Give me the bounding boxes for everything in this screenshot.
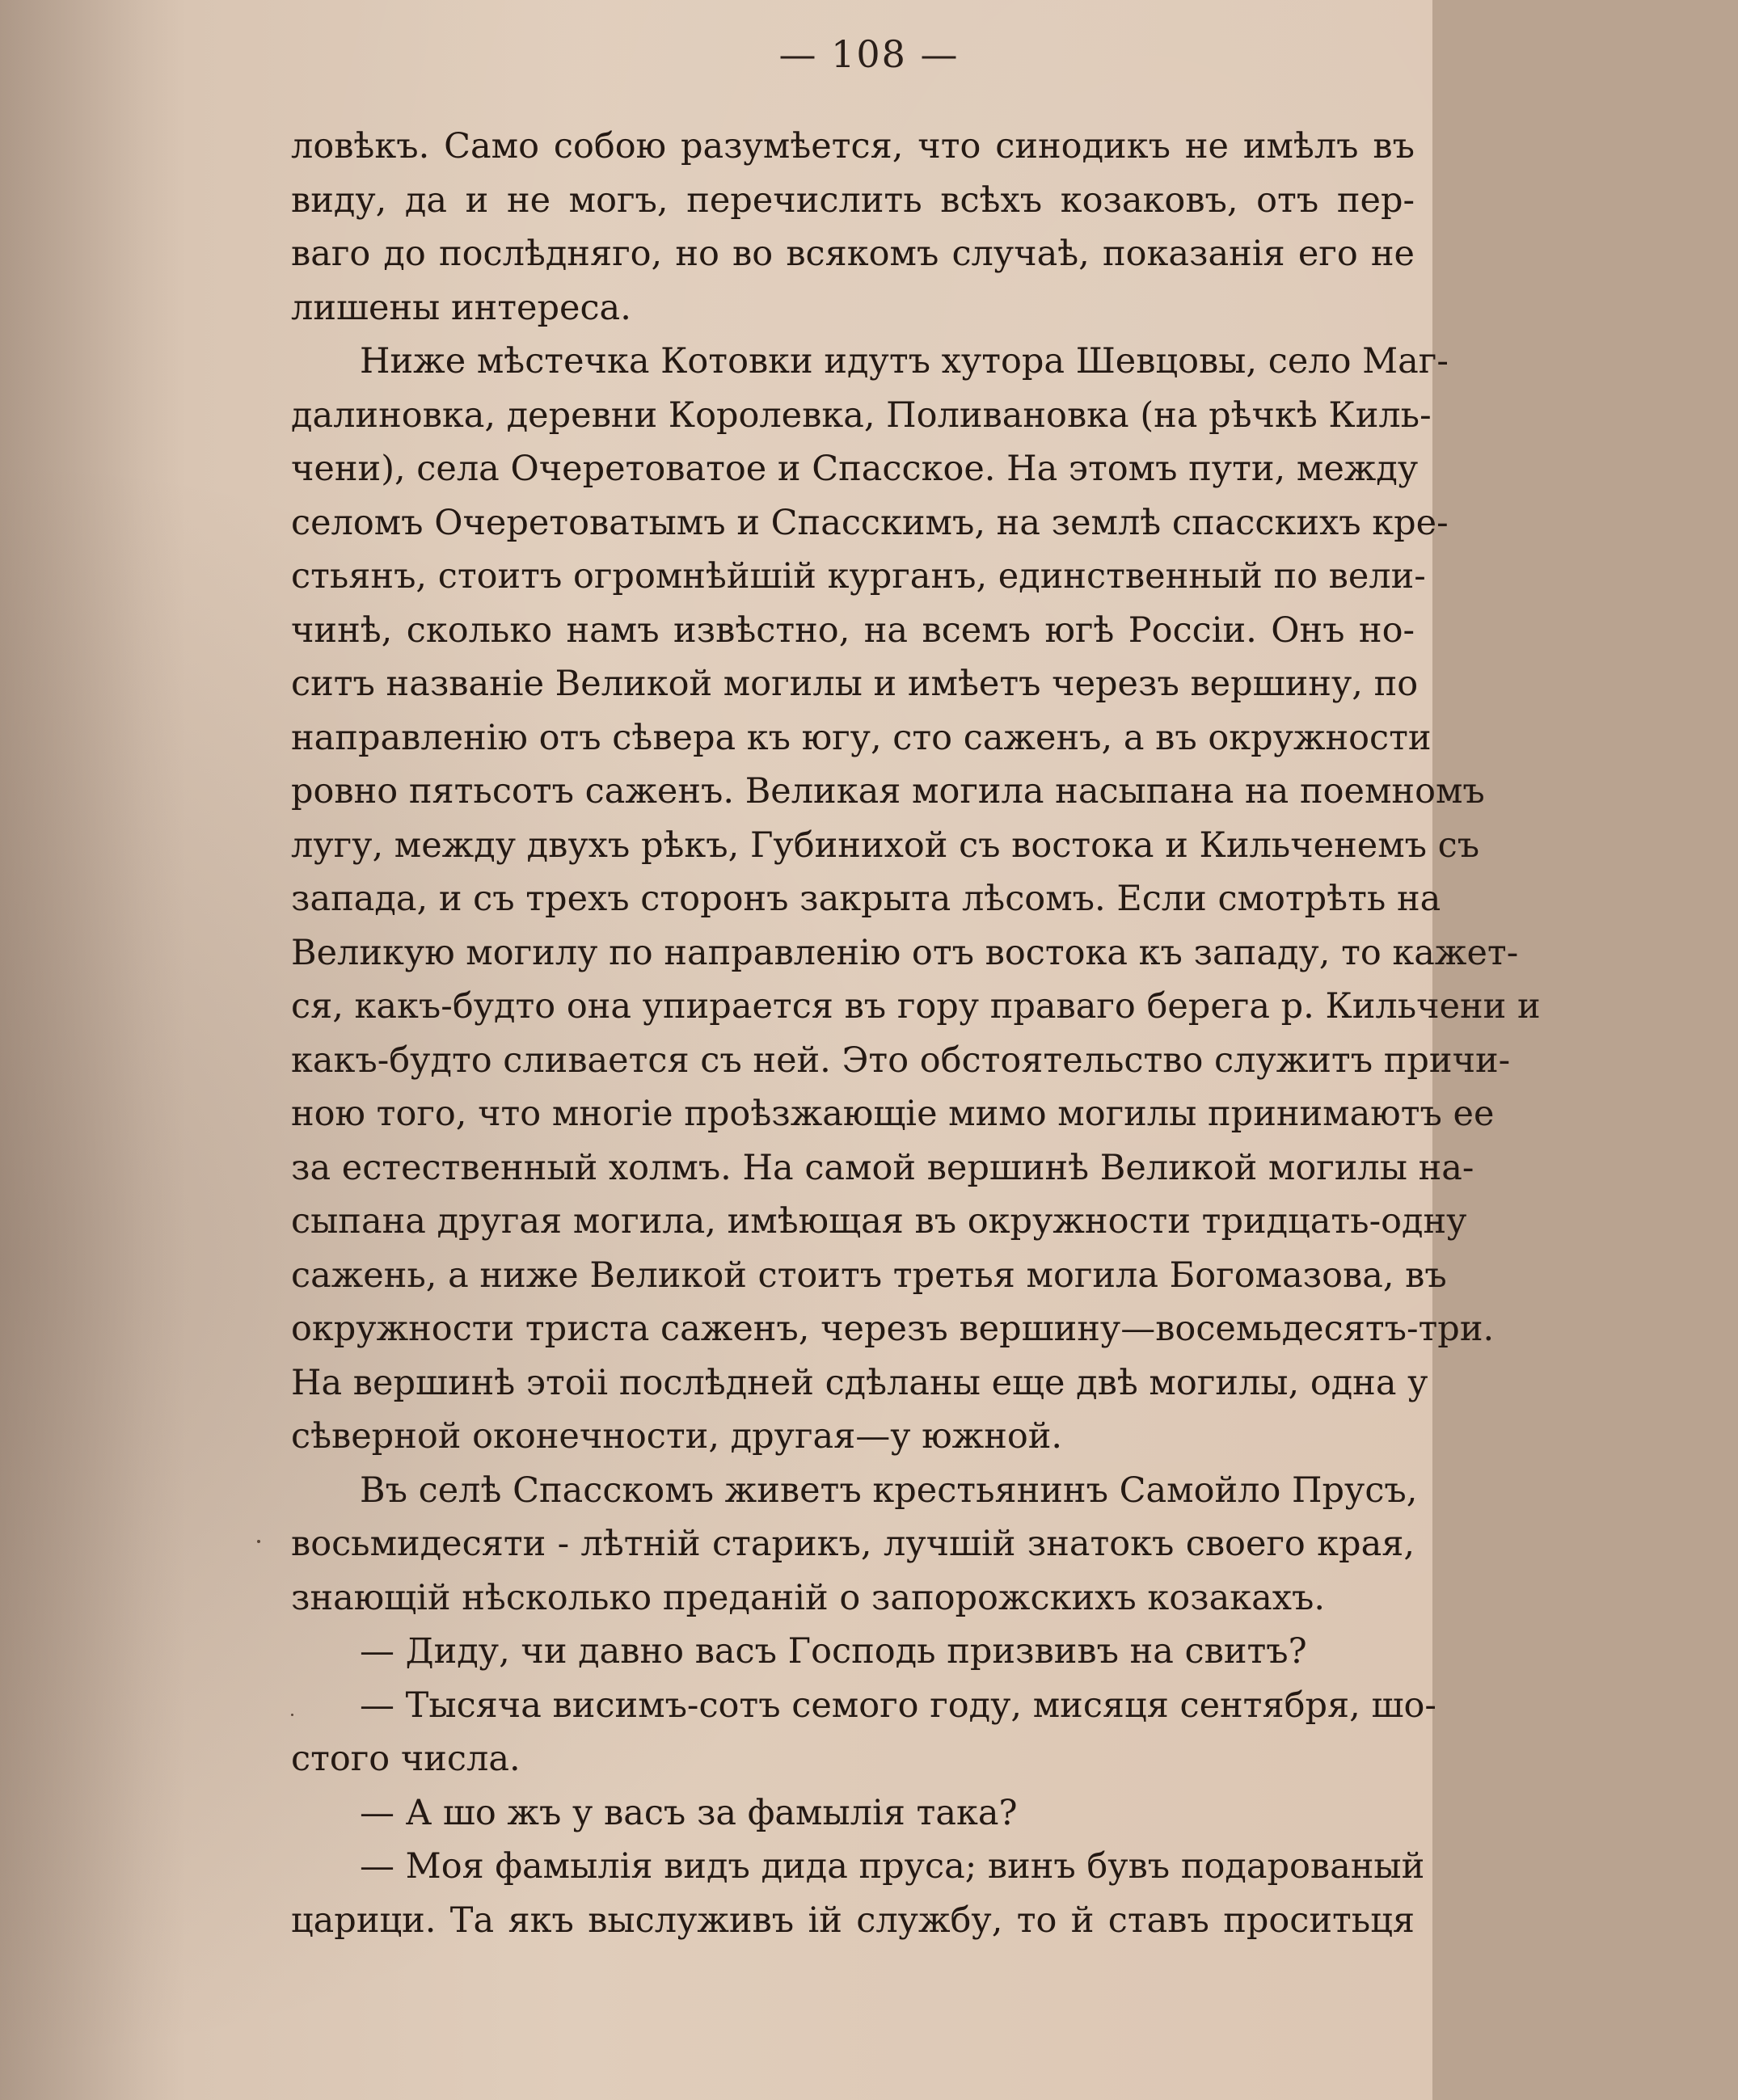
text-line: знающій нѣсколько преданій о запорожскихъ козакахъ. [291,1577,1326,1618]
text-line: ся, какъ-будто она упирается въ гору праваго берега р. Кильчени и [291,986,1541,1027]
text-line: — Диду, чи давно васъ Господь призвивъ на свитъ? [360,1631,1307,1672]
text-line: чени), села Очеретоватое и Спасское. На этомъ пути, между [291,449,1419,489]
text-line: Ниже мѣстечка Котовки идутъ хутора Шевцовы, село Маг- [360,341,1449,382]
text-line: Великую могилу по направленію отъ востока къ западу, то кажет- [291,932,1519,973]
text-line: окружности триста саженъ, черезъ вершину—восемьдесятъ-три. [291,1309,1495,1349]
text-line: сѣверной оконечности, другая—у южной. [291,1416,1063,1457]
text-line: — Моя фамылія видъ дида пруса; винъ бувъ подарованый [360,1846,1425,1887]
ink-speck [257,1540,260,1543]
text-line: царици. Та якъ выслуживъ ій службу, то й ставъ проситьця [291,1900,1415,1941]
text-line: селомъ Очеретоватымъ и Спасскимъ, на землѣ спасскихъ кре- [291,502,1449,543]
text-line: какъ-будто сливается съ ней. Это обстоятельство служитъ причи- [291,1039,1511,1081]
text-line: ною того, что многіе проѣзжающіе мимо могилы принимаютъ ее [291,1094,1495,1134]
text-line: стого числа. [291,1739,521,1779]
body-text [291,120,1541,1947]
text-line: лугу, между двухъ рѣкъ, Губинихой съ востока и Кильченемъ съ [291,824,1480,866]
text-line: ситъ названіе Великой могилы и имѣетъ черезъ вершину, по [291,664,1419,704]
page-number: — 108 — [778,32,960,76]
text-line: восьмидесяти - лѣтній старикъ, лучшій знатокъ своего края, [291,1524,1415,1564]
text-line: Въ селѣ Спасскомъ живетъ крестьянинъ Самойло Прусъ, [360,1470,1418,1511]
text-line: На вершинѣ этоіі послѣдней сдѣланы еще двѣ могилы, одна у [291,1362,1428,1403]
text-line: — А шо жъ у васъ за фамылія така? [360,1792,1018,1833]
text-line: — Тысяча висимъ-сотъ семого году, мисяця сентября, шо- [360,1685,1436,1726]
text-line: далиновка, деревни Королевка, Поливановка (на рѣчкѣ Киль- [291,394,1432,436]
text-line: лишены интереса. [291,287,631,328]
text-line: ровно пятьсотъ саженъ. Великая могила насыпана на поемномъ [291,771,1485,812]
text-line: направленію отъ сѣвера къ югу, сто саженъ, а въ окружности [291,717,1432,758]
text-line: виду, да и не могъ, перечислить всѣхъ козаковъ, отъ пер- [291,179,1415,221]
text-line: запада, и съ трехъ сторонъ закрыта лѣсомъ. Если смотрѣть на [291,879,1441,919]
page-gutter-shadow [0,0,186,2100]
text-line: сыпана другая могила, имѣющая въ окружности тридцать-одну [291,1201,1467,1242]
ink-speck [291,1714,293,1716]
text-line: стьянъ, стоитъ огромнѣйшій курганъ, единственный по вели- [291,556,1426,597]
text-line: ваго до послѣдняго, но во всякомъ случаѣ, показанія его не [291,234,1415,274]
text-line: сажень, а ниже Великой стоитъ третья могила Богомазова, въ [291,1255,1447,1296]
text-line: ловѣкъ. Само собою разумѣется, что синодикъ не имѣлъ въ [291,126,1415,167]
text-line: чинѣ, сколько намъ извѣстно, на всемъ югѣ Россіи. Онъ но- [291,609,1415,651]
text-line: за естественный холмъ. На самой вершинѣ Великой могилы на- [291,1147,1474,1188]
